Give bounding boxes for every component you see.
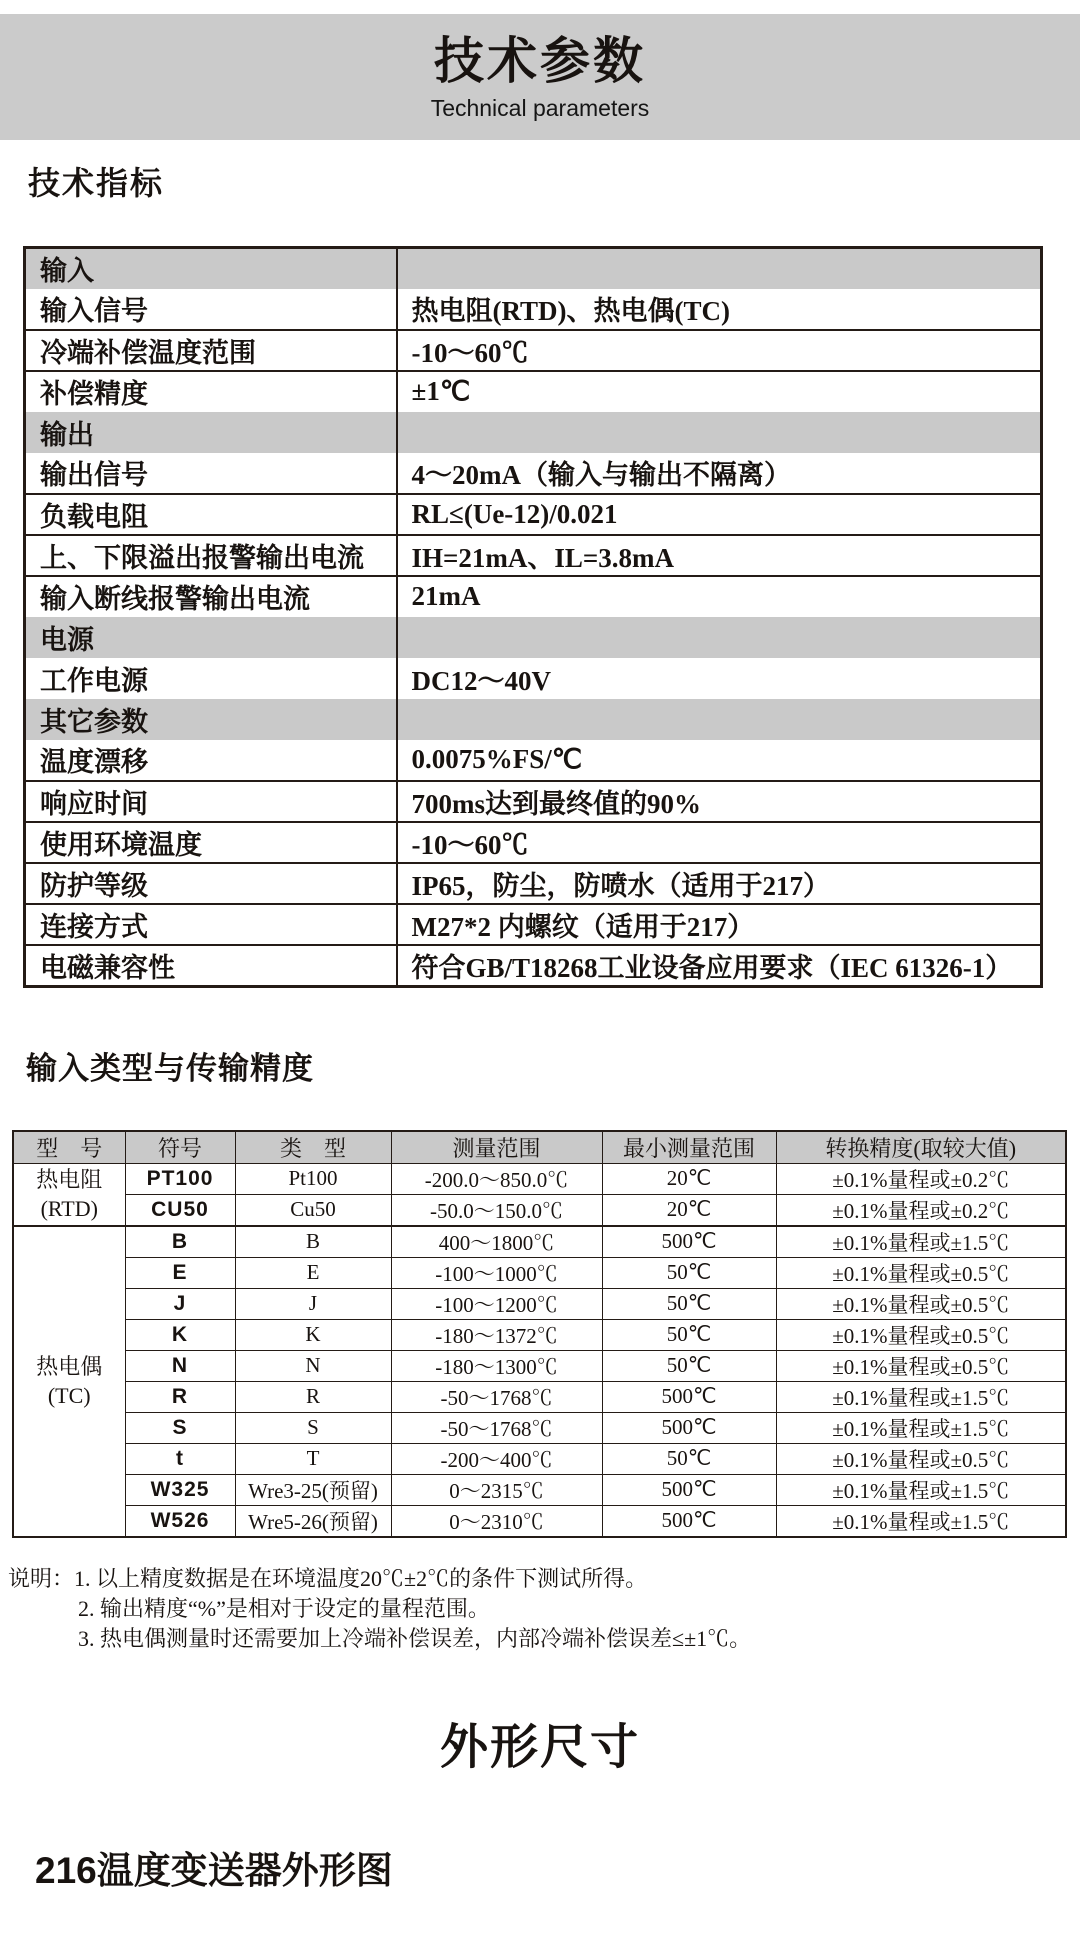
accuracy-cell-range: -50～1768℃	[391, 1412, 602, 1443]
accuracy-cell-type: N	[235, 1350, 391, 1381]
accuracy-row	[13, 1350, 1066, 1381]
accuracy-cell-type: B	[235, 1226, 391, 1258]
spec-label-cell: 负载电阻	[25, 494, 397, 535]
spec-label-cell: 工作电源	[25, 658, 397, 699]
accuracy-cell-symbol: S	[125, 1412, 235, 1443]
accuracy-row	[13, 1257, 1066, 1288]
accuracy-row	[13, 1443, 1066, 1474]
spec-label-cell: 电磁兼容性	[25, 945, 397, 987]
accuracy-header-cell: 符号	[125, 1131, 235, 1164]
spec-value-cell	[397, 412, 1042, 453]
accuracy-cell-range: 0～2315℃	[391, 1474, 602, 1505]
spec-value-cell: 热电阻(RTD)、热电偶(TC)	[397, 289, 1042, 330]
accuracy-cell-range: -100～1200℃	[391, 1288, 602, 1319]
accuracy-row	[13, 1505, 1066, 1537]
accuracy-cell-type: Pt100	[235, 1163, 391, 1194]
accuracy-cell-min: 50℃	[602, 1288, 776, 1319]
spec-row	[25, 863, 1042, 904]
page-subtitle: Technical parameters	[430, 95, 650, 121]
accuracy-cell-min: 500℃	[602, 1505, 776, 1537]
spec-value-cell: -10～60℃	[397, 330, 1042, 371]
spec-value-cell: 4～20mA（输入与输出不隔离）	[397, 453, 1042, 494]
accuracy-cell-range: -180～1300℃	[391, 1350, 602, 1381]
accuracy-cell-symbol: B	[125, 1226, 235, 1258]
accuracy-cell-min: 500℃	[602, 1226, 776, 1258]
notes	[8, 1564, 1080, 1654]
notes-prefix: 说明：	[8, 1565, 75, 1591]
accuracy-cell-min: 50℃	[602, 1350, 776, 1381]
spec-row	[25, 945, 1042, 987]
outline-heading: 外形尺寸	[439, 1720, 640, 1774]
accuracy-cell-type: K	[235, 1319, 391, 1350]
accuracy-row	[13, 1163, 1066, 1194]
spec-row	[25, 576, 1042, 617]
spec-value-cell: -10～60℃	[397, 822, 1042, 863]
spec-value-cell: 0.0075%FS/℃	[397, 740, 1042, 781]
accuracy-model-line: 热电偶	[36, 1354, 103, 1379]
accuracy-cell-accuracy: ±0.1%量程或±0.5℃	[776, 1319, 1066, 1350]
spec-section-row	[25, 699, 1042, 740]
accuracy-header-cell: 转换精度(取较大值)	[776, 1131, 1066, 1164]
accuracy-header-cell: 最小测量范围	[602, 1131, 776, 1164]
spec-row	[25, 740, 1042, 781]
spec-label-cell: 输入	[25, 248, 397, 289]
note-text: 3. 热电偶测量时还需要加上冷端补偿误差，内部冷端补偿误差≤±1℃。	[78, 1625, 752, 1651]
accuracy-cell-accuracy: ±0.1%量程或±1.5℃	[776, 1381, 1066, 1412]
accuracy-cell-type: Cu50	[235, 1194, 391, 1226]
spec-value-cell: 700ms达到最终值的90%	[397, 781, 1042, 822]
accuracy-cell-range: -100～1000℃	[391, 1257, 602, 1288]
spec-value-cell: RL≤(Ue-12)/0.021	[397, 494, 1042, 535]
spec-value-cell: M27*2 内螺纹（适用于217）	[397, 904, 1042, 945]
spec-row	[25, 453, 1042, 494]
accuracy-cell-symbol: t	[125, 1443, 235, 1474]
accuracy-row	[13, 1288, 1066, 1319]
accuracy-cell-type: T	[235, 1443, 391, 1474]
accuracy-cell-min: 50℃	[602, 1319, 776, 1350]
accuracy-cell-accuracy: ±0.1%量程或±0.2℃	[776, 1194, 1066, 1226]
spec-value-cell: 符合GB/T18268工业设备应用要求（IEC 61326-1）	[411, 952, 1013, 983]
accuracy-model-line: (RTD)	[40, 1196, 98, 1221]
accuracy-cell-type: J	[235, 1288, 391, 1319]
accuracy-row	[13, 1194, 1066, 1226]
note-line	[8, 1594, 1080, 1624]
note-text: 2. 输出精度“%”是相对于设定的量程范围。	[78, 1595, 490, 1621]
accuracy-cell-type: Wre5-26(预留)	[235, 1505, 391, 1537]
accuracy-cell-accuracy: ±0.1%量程或±0.5℃	[776, 1350, 1066, 1381]
page-title: 技术参数	[434, 33, 646, 89]
spec-row	[25, 904, 1042, 945]
accuracy-cell-type: R	[235, 1381, 391, 1412]
spec-row	[25, 781, 1042, 822]
spec-table-body	[25, 248, 1042, 987]
accuracy-cell-range: -50.0～150.0℃	[391, 1194, 602, 1226]
accuracy-cell-accuracy: ±0.1%量程或±0.5℃	[776, 1443, 1066, 1474]
accuracy-row	[13, 1226, 1066, 1258]
spec-value-cell	[397, 699, 1042, 740]
accuracy-cell-type: S	[235, 1412, 391, 1443]
accuracy-row	[13, 1381, 1066, 1412]
spec-row	[25, 289, 1042, 330]
spec-label-cell: 连接方式	[25, 904, 397, 945]
accuracy-model-line: (TC)	[47, 1383, 91, 1408]
note-line	[8, 1564, 1080, 1594]
spec-table	[23, 246, 1043, 988]
spec-section-row	[25, 617, 1042, 658]
accuracy-model-cell	[13, 1226, 125, 1537]
accuracy-cell-min: 500℃	[602, 1474, 776, 1505]
accuracy-row	[13, 1474, 1066, 1505]
spec-value-cell: IH=21mA、IL=3.8mA	[397, 535, 1042, 576]
spec-row	[25, 494, 1042, 535]
accuracy-cell-range: -200.0～850.0℃	[391, 1163, 602, 1194]
accuracy-cell-type: Wre3-25(预留)	[235, 1474, 391, 1505]
accuracy-cell-accuracy: ±0.1%量程或±1.5℃	[776, 1474, 1066, 1505]
accuracy-header-cell: 型 号	[13, 1131, 125, 1164]
spec-section-heading: 技术指标	[28, 165, 165, 201]
accuracy-cell-symbol: E	[125, 1257, 235, 1288]
accuracy-header-row	[13, 1131, 1066, 1164]
spec-label-cell: 冷端补偿温度范围	[25, 330, 397, 371]
accuracy-header-cell: 类 型	[235, 1131, 391, 1164]
spec-label-cell: 输出信号	[25, 453, 397, 494]
spec-label-cell: 上、下限溢出报警输出电流	[25, 535, 397, 576]
accuracy-row	[13, 1412, 1066, 1443]
accuracy-cell-symbol: W325	[125, 1474, 235, 1505]
accuracy-cell-symbol: K	[125, 1319, 235, 1350]
accuracy-cell-min: 50℃	[602, 1257, 776, 1288]
accuracy-cell-accuracy: ±0.1%量程或±1.5℃	[776, 1226, 1066, 1258]
accuracy-table-body	[13, 1163, 1066, 1537]
accuracy-cell-symbol: CU50	[125, 1194, 235, 1226]
accuracy-cell-min: 500℃	[602, 1412, 776, 1443]
page	[0, 14, 1080, 1935]
spec-label-cell: 输出	[25, 412, 397, 453]
accuracy-cell-symbol: PT100	[125, 1163, 235, 1194]
spec-section-row	[25, 412, 1042, 453]
spec-section-row	[25, 248, 1042, 289]
spec-value-cell: 21mA	[411, 581, 481, 611]
spec-value-cell: DC12～40V	[411, 665, 551, 696]
accuracy-cell-min: 500℃	[602, 1381, 776, 1412]
spec-label-cell: 输入信号	[25, 289, 397, 330]
accuracy-cell-min: 20℃	[602, 1163, 776, 1194]
accuracy-cell-range: -50～1768℃	[391, 1381, 602, 1412]
spec-row	[25, 822, 1042, 863]
note-text: 1. 以上精度数据是在环境温度20℃±2℃的条件下测试所得。	[74, 1565, 648, 1591]
spec-row	[25, 330, 1042, 371]
accuracy-cell-min: 20℃	[602, 1194, 776, 1226]
spec-value-cell: IP65，防尘，防喷水（适用于217）	[397, 863, 1042, 904]
spec-label-cell: 使用环境温度	[25, 822, 397, 863]
accuracy-cell-range: 400～1800℃	[391, 1226, 602, 1258]
title-banner	[0, 14, 1080, 140]
accuracy-cell-symbol: J	[125, 1288, 235, 1319]
accuracy-section-heading: 输入类型与传输精度	[26, 1050, 314, 1086]
accuracy-cell-symbol: N	[125, 1350, 235, 1381]
spec-label-cell: 响应时间	[25, 781, 397, 822]
outline-subheading: 216温度变送器外形图	[35, 1849, 393, 1891]
accuracy-cell-accuracy: ±0.1%量程或±1.5℃	[776, 1412, 1066, 1443]
accuracy-model-cell	[13, 1163, 125, 1226]
accuracy-table	[12, 1130, 1067, 1538]
spec-label-cell: 电源	[25, 617, 397, 658]
spec-label-cell: 补偿精度	[25, 371, 397, 412]
accuracy-cell-range: 0～2310℃	[391, 1505, 602, 1537]
spec-label-cell: 温度漂移	[25, 740, 397, 781]
accuracy-cell-accuracy: ±0.1%量程或±0.5℃	[776, 1288, 1066, 1319]
spec-label-cell: 其它参数	[25, 699, 397, 740]
spec-label-cell: 防护等级	[25, 863, 397, 904]
spec-value-cell	[397, 617, 1042, 658]
accuracy-cell-min: 50℃	[602, 1443, 776, 1474]
accuracy-cell-range: -200～400℃	[391, 1443, 602, 1474]
spec-row	[25, 535, 1042, 576]
spec-row	[25, 371, 1042, 412]
accuracy-row	[13, 1319, 1066, 1350]
accuracy-header-cell: 测量范围	[391, 1131, 602, 1164]
accuracy-cell-accuracy: ±0.1%量程或±0.5℃	[776, 1257, 1066, 1288]
spec-value-cell: ±1℃	[411, 376, 471, 406]
accuracy-model-line: 热电阻	[36, 1167, 103, 1192]
accuracy-cell-symbol: W526	[125, 1505, 235, 1537]
spec-row	[25, 658, 1042, 699]
spec-label-cell: 输入断线报警输出电流	[25, 576, 397, 617]
note-line	[8, 1624, 1080, 1654]
accuracy-cell-accuracy: ±0.1%量程或±0.2℃	[776, 1163, 1066, 1194]
accuracy-cell-type: E	[235, 1257, 391, 1288]
accuracy-cell-accuracy: ±0.1%量程或±1.5℃	[776, 1505, 1066, 1537]
accuracy-cell-range: -180～1372℃	[391, 1319, 602, 1350]
accuracy-table-head	[13, 1131, 1066, 1164]
spec-value-cell	[397, 248, 1042, 289]
accuracy-cell-symbol: R	[125, 1381, 235, 1412]
